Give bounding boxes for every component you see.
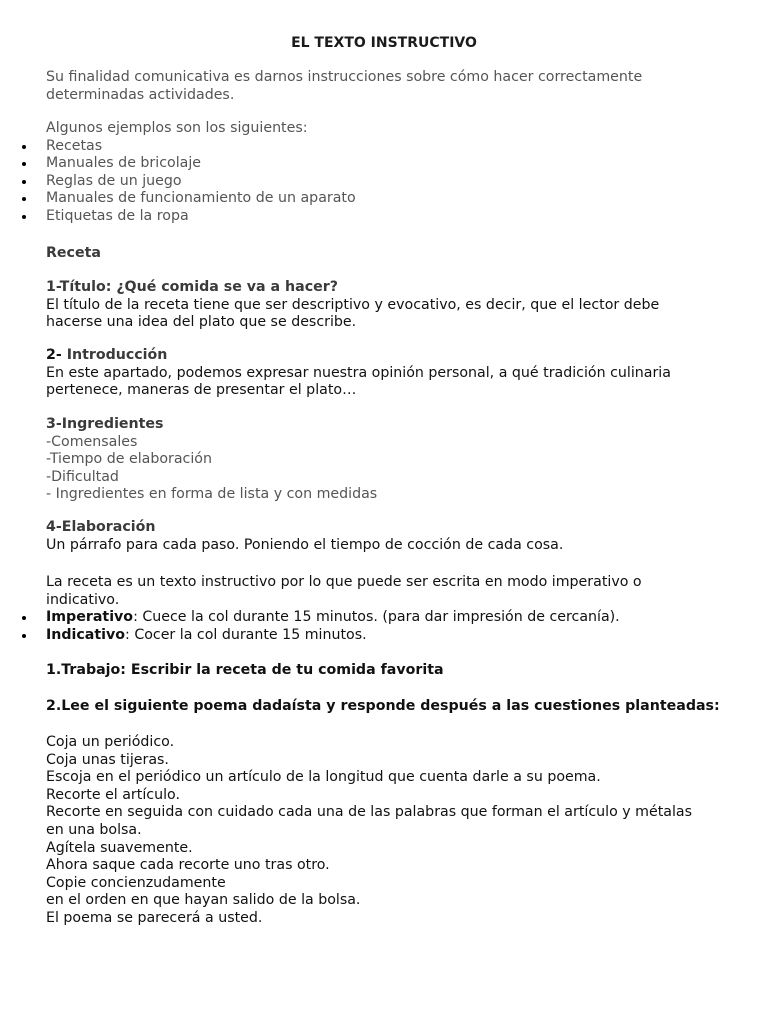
mode-line: indicativo.	[46, 591, 120, 608]
section-line: - Ingredientes en forma de lista y con medidas	[46, 486, 378, 503]
poem-line: Recorte en seguida con cuidado cada una de las palabras que forman el artículo y métalas	[46, 804, 693, 821]
section-heading: 1-Título: ¿Qué comida se va a hacer?	[46, 279, 338, 295]
section-heading: 2- Introducción	[46, 347, 168, 363]
section-heading: 3-Ingredientes	[46, 416, 164, 432]
intro-line: determinadas actividades.	[46, 86, 235, 103]
poem-line: Recorte el artículo.	[46, 786, 180, 803]
poem-line: Coja unas tijeras.	[46, 751, 169, 768]
section-ingredientes	[46, 416, 754, 504]
bullet-icon	[22, 616, 26, 620]
section-line: El título de la receta tiene que ser descriptivo y evocativo, es decir, que el lector debe	[46, 296, 660, 313]
bullet-icon	[22, 634, 26, 638]
list-item: Manuales de funcionamiento de un aparato	[46, 190, 754, 208]
poem-line: Escoja en el periódico un artículo de la longitud que cuenta darle a su poema.	[46, 769, 601, 786]
poem-line: en el orden en que hayan salido de la bolsa.	[46, 892, 361, 909]
list-item: Imperativo: Cuece la col durante 15 minutos. (para dar impresión de cercanía).	[46, 609, 754, 627]
task-1: 1.Trabajo: Escribir la receta de tu comida favorita	[46, 662, 444, 678]
mode-line: La receta es un texto instructivo por lo que puede ser escrita en modo imperativo o	[46, 574, 642, 590]
bullet-icon	[22, 180, 26, 184]
intro-line: Su finalidad comunicativa es darnos instrucciones sobre cómo hacer correctamente	[46, 69, 643, 85]
list-item: Indicativo: Cocer la col durante 15 minutos.	[46, 627, 754, 645]
bullet-icon	[22, 145, 26, 149]
section-heading: 4-Elaboración	[46, 519, 156, 535]
section-line: -Comensales	[46, 433, 138, 450]
task-2: 2.Lee el siguiente poema dadaísta y responde después a las cuestiones planteadas:	[46, 698, 720, 714]
section-line: Un párrafo para cada paso. Poniendo el tiempo de cocción de cada cosa.	[46, 536, 564, 553]
section-introduccion	[46, 347, 754, 400]
examples-list	[46, 138, 754, 226]
poem-line: en una bolsa.	[46, 821, 142, 838]
intro-paragraph	[46, 69, 754, 104]
bullet-icon	[22, 197, 26, 201]
section-titulo	[46, 279, 754, 332]
list-item: Etiquetas de la ropa	[46, 208, 754, 226]
mode-list	[46, 609, 754, 644]
section-line: -Tiempo de elaboración	[46, 451, 212, 468]
list-item: Recetas	[46, 138, 754, 156]
section-line: -Dificultad	[46, 468, 119, 485]
document-title: EL TEXTO INSTRUCTIVO	[291, 35, 477, 51]
recipe-heading: Receta	[46, 245, 101, 261]
poem-line: Agítela suavemente.	[46, 839, 193, 856]
list-item: Reglas de un juego	[46, 173, 754, 191]
bullet-icon	[22, 215, 26, 219]
dada-poem	[46, 734, 754, 928]
section-line: hacerse una idea del plato que se describe.	[46, 314, 357, 331]
examples-intro: Algunos ejemplos son los siguientes:	[46, 120, 308, 136]
list-item: Manuales de bricolaje	[46, 155, 754, 173]
poem-line: El poema se parecerá a usted.	[46, 909, 263, 926]
section-line: pertenece, maneras de presentar el plato…	[46, 382, 357, 399]
section-line: En este apartado, podemos expresar nuestra opinión personal, a qué tradición culinaria	[46, 364, 671, 381]
section-elaboracion	[46, 519, 754, 554]
poem-line: Copie concienzudamente	[46, 874, 226, 891]
poem-line: Coja un periódico.	[46, 734, 175, 750]
poem-line: Ahora saque cada recorte uno tras otro.	[46, 857, 330, 874]
bullet-icon	[22, 162, 26, 166]
mode-section	[46, 574, 754, 644]
examples-section	[46, 120, 754, 226]
